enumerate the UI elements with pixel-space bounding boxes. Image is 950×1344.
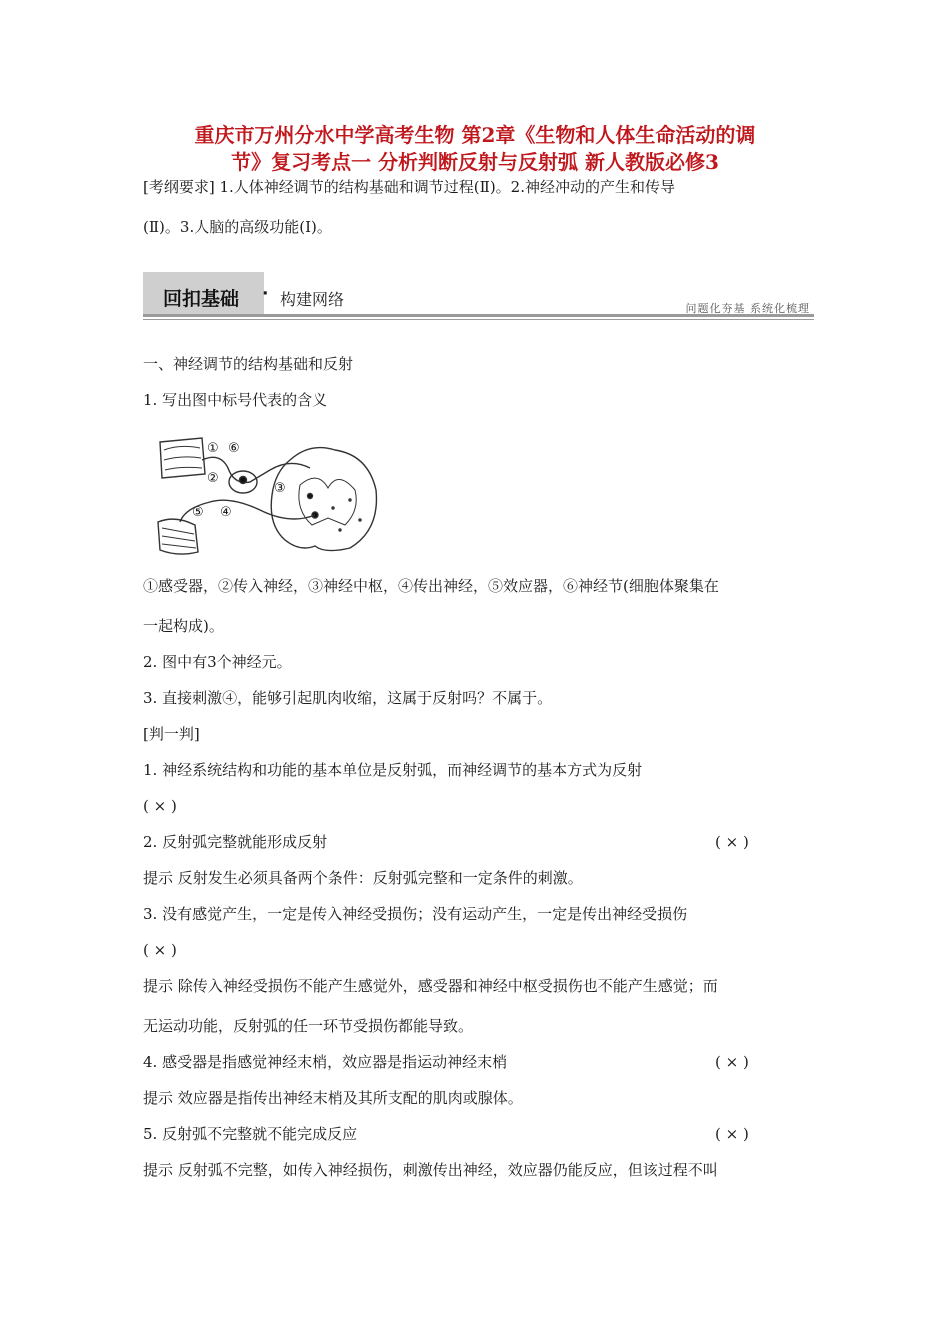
judge-item-4-text: 4. 感受器是指感觉神经末梢，效应器是指运动神经末梢	[143, 1053, 508, 1071]
judge-item-1-text: 1. 神经系统结构和功能的基本单位是反射弧，而神经调节的基本方式为反射	[143, 761, 643, 779]
judge-item-3-mark: ( × )	[143, 941, 177, 959]
judge-item-5-hint: 提示 反射弧不完整，如传入神经损伤，刺激传出神经，效应器仍能反应，但该过程不叫	[143, 1161, 718, 1179]
section-heading: 一、神经调节的结构基础和反射	[143, 355, 354, 373]
answer-1-line-1: ①感受器，②传入神经，③神经中枢，④传出神经，⑤效应器，⑥神经节(细胞体聚集在	[143, 577, 719, 595]
judge-item-3-hint-line-2: 无运动功能，反射弧的任一环节受损伤都能导致。	[143, 1017, 474, 1035]
judge-item-3-text: 3. 没有感觉产生，一定是传入神经受损伤；没有运动产生，一定是传出神经受损伤	[143, 905, 688, 923]
judge-item-5-text: 5. 反射弧不完整就不能完成反应	[143, 1125, 358, 1143]
banner-sub-text: 构建网络	[280, 290, 345, 309]
question-2: 2. 图中有3个神经元。	[143, 653, 292, 671]
reflex-arc-diagram	[150, 430, 382, 557]
judge-item-4-mark: ( × )	[715, 1053, 749, 1071]
question-3: 3. 直接刺激④，能够引起肌肉收缩，这属于反射吗？不属于。	[143, 689, 553, 707]
banner-rule-thin	[143, 319, 814, 320]
judge-item-2-hint: 提示 反射发生必须具备两个条件：反射弧完整和一定条件的刺激。	[143, 869, 583, 887]
judge-item-2-mark: ( × )	[715, 833, 749, 851]
banner-right-text: 问题化夯基 系统化梳理	[685, 302, 810, 315]
requirements-line-1: [考纲要求] 1.人体神经调节的结构基础和调节过程(Ⅱ)。2.神经冲动的产生和传导	[143, 178, 675, 196]
speckle	[332, 507, 334, 509]
speckle	[359, 519, 361, 521]
title-line-1: 重庆市万州分水中学高考生物 第2章《生物和人体生命活动的调	[194, 123, 756, 147]
judge-item-5	[143, 1124, 813, 1144]
title-line-2: 节》复习考点一 分析判断反射与反射弧 新人教版必修3	[231, 150, 719, 174]
speckle	[349, 499, 351, 501]
judge-item-1-mark: ( × )	[143, 797, 177, 815]
reflex-arc-figure	[150, 430, 382, 557]
requirements-line-2: (Ⅱ)。3.人脑的高级功能(Ⅰ)。	[143, 218, 332, 236]
spinal-cord-outline	[271, 448, 376, 551]
judge-item-5-mark: ( × )	[715, 1125, 749, 1143]
judge-heading: [判一判]	[143, 725, 200, 743]
judge-item-4-hint: 提示 效应器是指传出神经末梢及其所支配的肌肉或腺体。	[143, 1089, 523, 1107]
figure-label-1: ①	[207, 441, 219, 456]
figure-label-4: ④	[220, 505, 232, 520]
judge-item-4	[143, 1052, 813, 1072]
speckle	[339, 529, 341, 531]
ganglion-cell-body	[240, 477, 247, 484]
section-banner	[143, 272, 814, 318]
document-title	[140, 122, 810, 176]
banner-dot: ·	[262, 284, 269, 304]
interneuron-cell-body	[308, 494, 313, 499]
figure-label-2: ②	[207, 471, 219, 486]
figure-label-6: ⑥	[228, 441, 240, 456]
judge-item-2-text: 2. 反射弧完整就能形成反射	[143, 833, 328, 851]
muscle-fibers	[162, 528, 196, 548]
banner-main-text: 回扣基础	[163, 288, 240, 310]
answer-1-line-2: 一起构成)。	[143, 617, 224, 635]
question-1: 1. 写出图中标号代表的含义	[143, 391, 328, 409]
judge-item-3-hint-line-1: 提示 除传入神经受损伤不能产生感觉外，感受器和神经中枢受损伤也不能产生感觉；而	[143, 977, 718, 995]
judge-item-2	[143, 832, 813, 852]
figure-label-5: ⑤	[192, 505, 204, 520]
figure-label-3: ③	[274, 481, 286, 496]
skin-lines	[164, 446, 202, 470]
